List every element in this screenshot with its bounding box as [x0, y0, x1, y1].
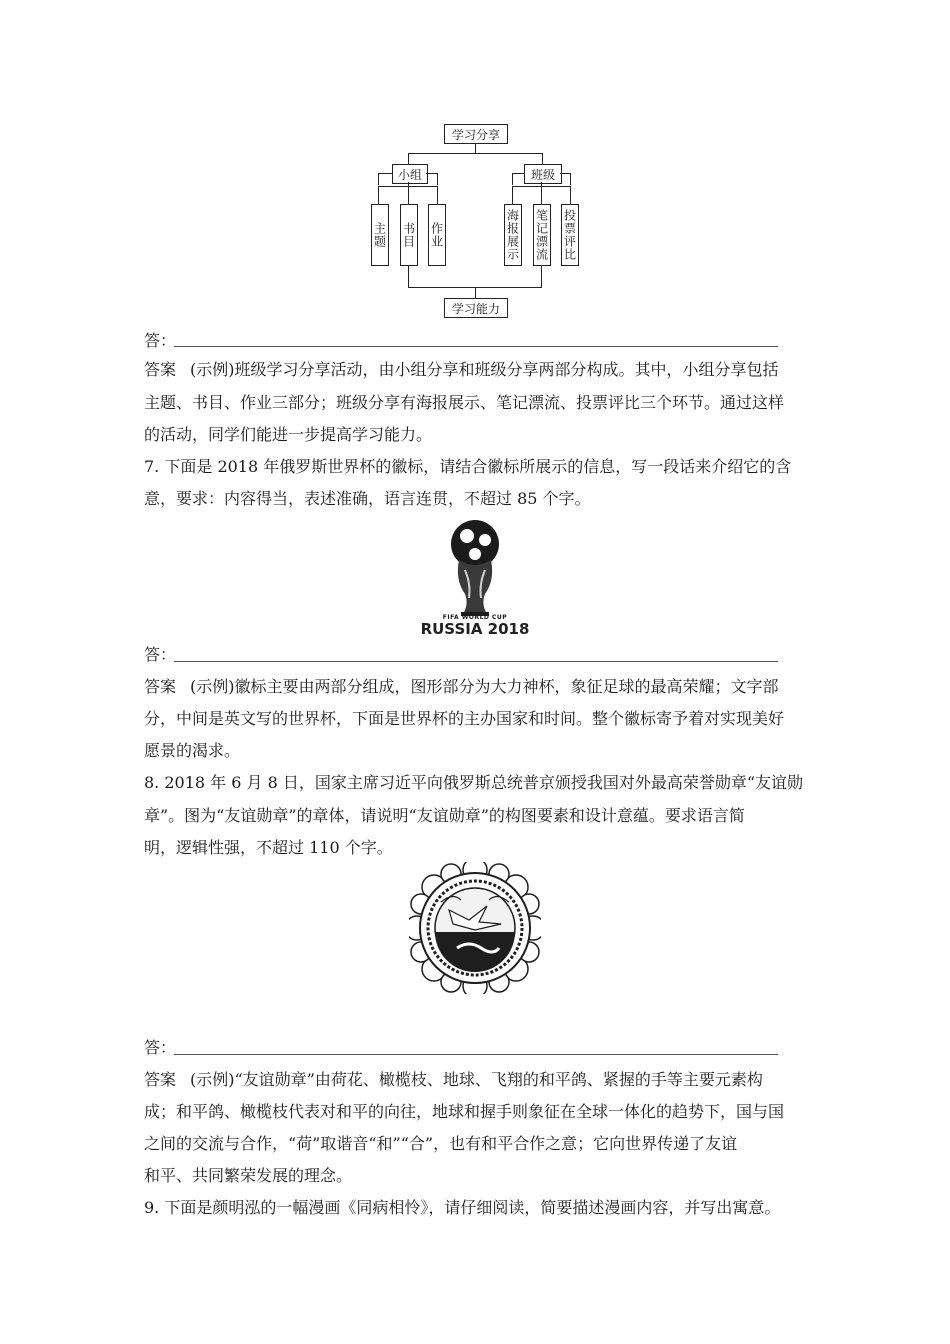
connector — [512, 186, 513, 204]
diagram-class-item: 海报展示 — [504, 204, 522, 266]
logo-big-text: RUSSIA 2018 — [420, 620, 530, 638]
question-text: 明，逻辑性强，不超过 110 个字。 — [144, 838, 393, 857]
diagram-group-box: 小组 — [392, 164, 428, 184]
diagram-class-item: 投票评比 — [561, 204, 579, 266]
connector — [475, 143, 476, 153]
connector — [542, 153, 543, 164]
diagram-group-item: 书目 — [400, 204, 418, 266]
answer-text: 成；和平鸽、橄榄枝代表对和平的向往，地球和握手则象征在全球一体化的趋势下，国与国 — [144, 1102, 785, 1121]
connector — [378, 173, 379, 185]
connector — [437, 186, 438, 204]
diagram-group-item: 主题 — [371, 204, 389, 266]
question-text: 8. 2018 年 6 月 8 日，国家主席习近平向俄罗斯总统普京颁授我国对外最高荣誉勋章“友谊勋 — [144, 773, 804, 792]
connector — [408, 153, 409, 164]
connector — [408, 182, 409, 204]
diagram-top-box: 学习分享 — [444, 124, 508, 144]
connector — [512, 173, 524, 174]
question-text: 意，要求：内容得当，表述准确，语言连贯，不超过 85 个字。 — [144, 489, 591, 508]
question-text: 7. 下面是 2018 年俄罗斯世界杯的徽标，请结合徽标所展示的信息，写一段话来介绍它的含 — [144, 457, 792, 476]
connector — [570, 186, 571, 204]
answer-text: 和平、共同繁荣发展的理念。 — [144, 1166, 353, 1185]
world-cup-logo — [405, 514, 545, 638]
diagram-class-box: 班级 — [524, 164, 562, 184]
medal-icon — [409, 862, 541, 994]
answer-label: 答： — [144, 331, 177, 350]
connector — [541, 265, 542, 287]
connector — [408, 265, 409, 287]
question-text: 章”。图为“友谊勋章”的章体，请说明“友谊勋章”的构图要素和设计意蕴。要求语言简 — [144, 806, 745, 825]
answer-line — [174, 661, 778, 662]
answer-text: 愿景的渴求。 — [144, 741, 241, 760]
answer-label: 答： — [144, 1038, 177, 1057]
connector — [437, 173, 438, 185]
answer-prefix: 答案 — [144, 360, 177, 379]
answer-prefix: 答案 — [144, 1070, 177, 1089]
answer-line — [174, 346, 778, 347]
answer-text: (示例)徽标主要由两部分组成，图形部分为大力神杯，象征足球的最高荣耀；文字部 — [190, 677, 779, 696]
answer-line-text — [144, 677, 804, 697]
connector — [512, 173, 513, 185]
answer-text: (示例)班级学习分享活动，由小组分享和班级分享两部分构成。其中，小组分享包括 — [190, 360, 779, 379]
answer-line-text — [144, 360, 804, 380]
question-text: 9. 下面是颜明泓的一幅漫画《同病相怜》，请仔细阅读，简要描述漫画内容，并写出寓意。 — [144, 1198, 781, 1217]
logo-small-text: FIFA WORLD CUP — [442, 614, 508, 621]
connector — [378, 173, 392, 174]
answer-line-text — [144, 1070, 804, 1090]
connector — [408, 153, 542, 154]
answer-label: 答： — [144, 645, 177, 664]
answer-prefix: 答案 — [144, 677, 177, 696]
flow-diagram — [0, 0, 950, 330]
answer-text: (示例)“友谊勋章”由荷花、橄榄枝、地球、飞翔的和平鸽、紧握的手等主要元素构 — [190, 1070, 763, 1089]
diagram-bottom-box: 学习能力 — [444, 298, 508, 318]
diagram-class-item: 笔记漂流 — [533, 204, 551, 266]
connector — [570, 173, 571, 185]
connector — [378, 186, 379, 204]
diagram-group-item: 作业 — [428, 204, 446, 266]
connector — [426, 173, 437, 174]
answer-line — [174, 1054, 778, 1055]
friendship-medal-image — [409, 862, 541, 994]
connector — [560, 173, 571, 174]
connector — [541, 182, 542, 204]
answer-text: 主题、书目、作业三部分；班级分享有海报展示、笔记漂流、投票评比三个环节。通过这样 — [144, 393, 785, 412]
connector — [475, 287, 476, 298]
answer-text: 分，中间是英文写的世界杯，下面是世界杯的主办国家和时间。整个徽标寄予着对实现美好 — [144, 709, 785, 728]
answer-text: 的活动，同学们能进一步提高学习能力。 — [144, 425, 433, 444]
answer-text: 之间的交流与合作，“荷”取谐音“和”“合”，也有和平合作之意；它向世界传递了友谊 — [144, 1134, 738, 1153]
